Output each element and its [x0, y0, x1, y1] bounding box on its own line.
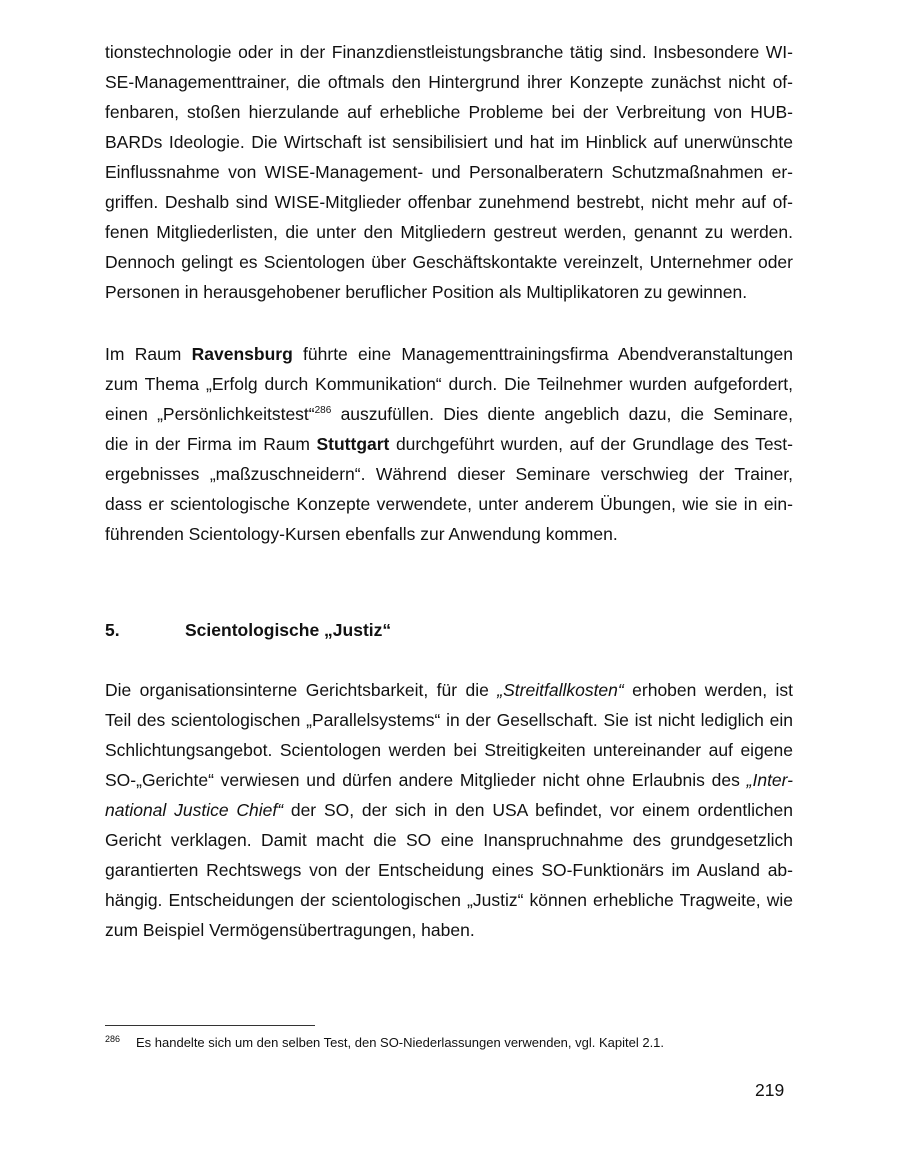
footnote-mark: 286: [105, 1034, 121, 1044]
text-line: fenen Mitgliederlisten, die unter den Mitgliedern gestreut werden, genannt zu werden.: [105, 222, 793, 242]
text-line: fenbaren, stoßen hierzulande auf erhebliche Probleme bei der Verbreitung von HUB-: [105, 102, 793, 122]
footnote-reference[interactable]: 286: [314, 405, 332, 417]
text-line: garantierten Rechtswegs von der Entscheidung eines SO-Funktionärs im Ausland ab-: [105, 860, 793, 880]
text-line: SE-Managementtrainer, die oftmals den Hintergrund ihrer Konzepte zunächst nicht of-: [105, 72, 793, 92]
section-number: 5.: [105, 620, 120, 640]
text-line: griffen. Deshalb sind WISE-Mitglieder offenbar zunehmend bestrebt, nicht mehr auf of-: [105, 192, 793, 212]
text-line: BARDs Ideologie. Die Wirtschaft ist sensibilisiert und hat im Hinblick auf unerwünschte: [105, 132, 793, 152]
text-line: Schlichtungsangebot. Scientologen werden bei Streitigkeiten untereinander auf eigene: [105, 740, 793, 760]
text-line: einen „Persönlichkeitstest“$^{286}$ auszufüllen. Dies diente angeblich dazu, die Seminare,: [105, 404, 793, 424]
footnote-separator: [105, 1025, 315, 1026]
text-line: Einflussnahme von WISE-Management- und Personalberatern Schutzmaßnahmen er-: [105, 162, 793, 182]
text-line: ergebnisses „maßzuschneidern“. Während dieser Seminare verschwieg der Trainer,: [105, 464, 793, 484]
text-line: national Justice Chief“ der SO, der sich in den USA befindet, vor einem ordentlichen: [105, 800, 793, 820]
text-line: dass er scientologische Konzepte verwendete, unter anderem Übungen, wie sie in ein-: [105, 494, 793, 514]
page-number: 219: [755, 1080, 785, 1100]
place-name-ravensburg: Ravensburg: [191, 344, 293, 364]
text-line: Dennoch gelingt es Scientologen über Geschäftskontakte vereinzelt, Unternehmer oder: [105, 252, 793, 272]
text-line: zum Thema „Erfolg durch Kommunikation“ durch. Die Teilnehmer wurden aufgefordert,: [105, 374, 793, 394]
text-line: zum Beispiel Vermögensübertragungen, haben.: [105, 920, 475, 940]
place-name-stuttgart: Stuttgart: [316, 434, 390, 454]
text-line: die in der Firma im Raum Stuttgart durchgeführt wurden, auf der Grundlage des Test-: [105, 434, 793, 454]
text-line: Im Raum Ravensburg führte eine Managementtrainingsfirma Abendveranstaltungen: [105, 344, 793, 364]
text-line: Teil des scientologischen „Parallelsystems“ in der Gesellschaft. Sie ist nicht lediglich ein: [105, 710, 793, 730]
text-line: tionstechnologie oder in der Finanzdienstleistungsbranche tätig sind. Insbesondere WI-: [105, 42, 793, 62]
section-title: Scientologische „Justiz“: [185, 620, 392, 640]
text-line: führenden Scientology-Kursen ebenfalls zur Anwendung kommen.: [105, 524, 618, 544]
text-line: SO-„Gerichte“ verwiesen und dürfen andere Mitglieder nicht ohne Erlaubnis des „Inter-: [105, 770, 793, 790]
text-line: Gericht verklagen. Damit macht die SO eine Inanspruchnahme des grundgesetzlich: [105, 830, 793, 850]
text-line: Die organisationsinterne Gerichtsbarkeit, für die „Streitfallkosten“ erhoben werden, ist: [105, 680, 793, 700]
footnote-text: Es handelte sich um den selben Test, den SO-Niederlassungen verwenden, vgl. Kapitel 2.1.: [136, 1035, 665, 1050]
text-line: Personen in herausgehobener beruflicher Position als Multiplikatoren zu gewinnen.: [105, 282, 748, 302]
text-line: hängig. Entscheidungen der scientologischen „Justiz“ können erhebliche Tragweite, wie: [105, 890, 793, 910]
